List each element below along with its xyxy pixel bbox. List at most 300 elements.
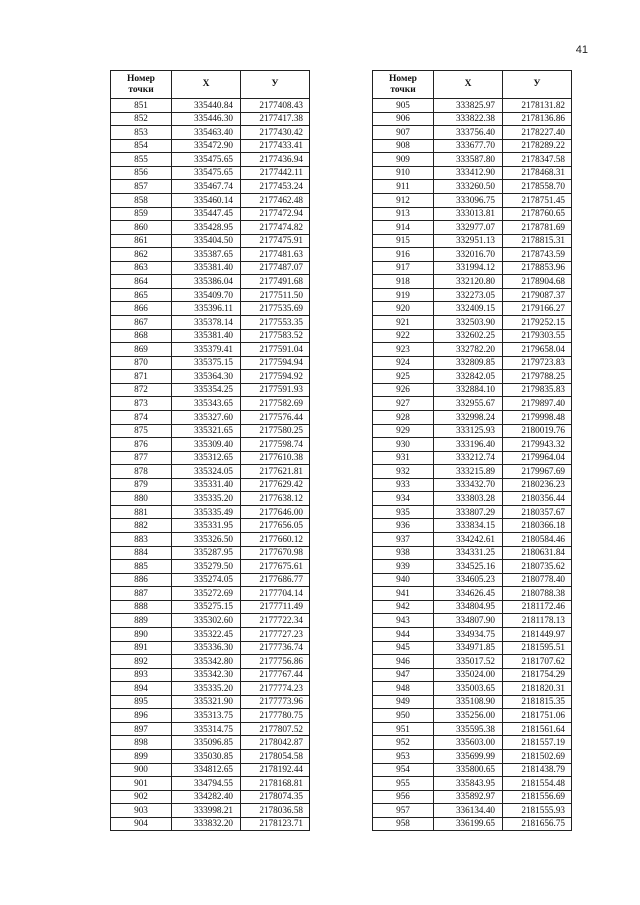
table-row [111, 438, 310, 452]
table-row [111, 546, 310, 560]
point-number-cell: 878 [111, 465, 172, 479]
point-number-cell: 948 [373, 682, 434, 696]
point-number-cell: 947 [373, 668, 434, 682]
y-coordinate-cell: 2177621.81 [241, 465, 310, 479]
table-row [111, 709, 310, 723]
point-number-cell: 915 [373, 234, 434, 248]
point-number-cell: 890 [111, 627, 172, 641]
x-coordinate-cell: 335475.65 [172, 166, 241, 180]
y-coordinate-cell: 2179658.04 [503, 343, 572, 357]
x-coordinate-cell: 335603.00 [434, 736, 503, 750]
point-number-cell: 913 [373, 207, 434, 221]
point-number-cell: 931 [373, 451, 434, 465]
point-number-cell: 863 [111, 261, 172, 275]
x-coordinate-cell: 335342.30 [172, 668, 241, 682]
point-number-cell: 854 [111, 139, 172, 153]
table-row [373, 478, 572, 492]
point-number-cell: 929 [373, 424, 434, 438]
x-coordinate-cell: 333834.15 [434, 519, 503, 533]
x-coordinate-cell: 332409.15 [434, 302, 503, 316]
x-coordinate-cell: 335335.49 [172, 505, 241, 519]
point-number-cell: 883 [111, 533, 172, 547]
x-coordinate-cell: 334971.85 [434, 641, 503, 655]
x-coordinate-cell: 335463.40 [172, 126, 241, 140]
point-number-cell: 860 [111, 221, 172, 235]
table-row [111, 668, 310, 682]
point-number-cell: 901 [111, 777, 172, 791]
table-row [373, 533, 572, 547]
y-coordinate-cell: 2180735.62 [503, 560, 572, 574]
point-number-cell: 875 [111, 424, 172, 438]
x-coordinate-cell: 335379.41 [172, 343, 241, 357]
coordinates-table-left [110, 70, 310, 831]
table-row [111, 343, 310, 357]
table-row [373, 763, 572, 777]
y-coordinate-cell: 2178054.58 [241, 750, 310, 764]
y-coordinate-cell: 2180236.23 [503, 478, 572, 492]
table-row [373, 193, 572, 207]
y-coordinate-cell: 2178131.82 [503, 99, 572, 113]
point-number-cell: 955 [373, 777, 434, 791]
table-row [373, 383, 572, 397]
table-row [111, 722, 310, 736]
x-coordinate-cell: 335287.95 [172, 546, 241, 560]
table-row [111, 478, 310, 492]
point-number-cell: 949 [373, 695, 434, 709]
y-coordinate-cell: 2179303.55 [503, 329, 572, 343]
x-coordinate-cell: 332884.10 [434, 383, 503, 397]
y-coordinate-cell: 2180356.44 [503, 492, 572, 506]
table-row [373, 329, 572, 343]
y-coordinate-cell: 2178853.96 [503, 261, 572, 275]
y-coordinate-cell: 2181172.46 [503, 600, 572, 614]
y-coordinate-cell: 2177462.48 [241, 193, 310, 207]
point-number-cell: 882 [111, 519, 172, 533]
x-coordinate-cell: 336199.65 [434, 817, 503, 831]
y-coordinate-cell: 2177442.11 [241, 166, 310, 180]
x-coordinate-cell: 332809.85 [434, 356, 503, 370]
point-number-cell: 866 [111, 302, 172, 316]
table-row [111, 370, 310, 384]
point-number-cell: 936 [373, 519, 434, 533]
table-row [373, 722, 572, 736]
y-coordinate-cell: 2177722.34 [241, 614, 310, 628]
y-coordinate-cell: 2177670.98 [241, 546, 310, 560]
x-coordinate-cell: 332977.07 [434, 221, 503, 235]
point-number-cell: 922 [373, 329, 434, 343]
table-row [373, 465, 572, 479]
x-coordinate-cell: 335381.40 [172, 329, 241, 343]
table-row [373, 492, 572, 506]
table-row [373, 370, 572, 384]
point-number-cell: 853 [111, 126, 172, 140]
table-row [373, 750, 572, 764]
x-coordinate-cell: 335327.60 [172, 410, 241, 424]
x-coordinate-cell: 332016.70 [434, 248, 503, 262]
point-number-cell: 865 [111, 288, 172, 302]
y-coordinate-cell: 2177780.75 [241, 709, 310, 723]
x-coordinate-cell: 335343.65 [172, 397, 241, 411]
y-coordinate-cell: 2177736.74 [241, 641, 310, 655]
x-coordinate-cell: 335274.05 [172, 573, 241, 587]
x-coordinate-cell: 335312.65 [172, 451, 241, 465]
x-coordinate-cell: 333587.80 [434, 153, 503, 167]
x-coordinate-cell: 336134.40 [434, 804, 503, 818]
x-coordinate-cell: 334804.95 [434, 600, 503, 614]
table-row [373, 139, 572, 153]
table-row [373, 99, 572, 113]
point-number-cell: 942 [373, 600, 434, 614]
table-row [373, 790, 572, 804]
y-coordinate-cell: 2181820.31 [503, 682, 572, 696]
table-row [373, 438, 572, 452]
y-coordinate-cell: 2181656.75 [503, 817, 572, 831]
x-coordinate-cell: 333196.40 [434, 438, 503, 452]
y-coordinate-cell: 2181557.19 [503, 736, 572, 750]
x-coordinate-cell: 335467.74 [172, 180, 241, 194]
x-coordinate-cell: 333013.81 [434, 207, 503, 221]
x-coordinate-cell: 335440.84 [172, 99, 241, 113]
y-coordinate-cell: 2178781.69 [503, 221, 572, 235]
table-row [373, 668, 572, 682]
x-coordinate-cell: 335096.85 [172, 736, 241, 750]
table-row [111, 655, 310, 669]
table-row [373, 275, 572, 289]
y-coordinate-cell: 2179835.83 [503, 383, 572, 397]
y-coordinate-cell: 2181815.35 [503, 695, 572, 709]
y-coordinate-cell: 2178074.35 [241, 790, 310, 804]
point-number-cell: 886 [111, 573, 172, 587]
y-coordinate-cell: 2179087.37 [503, 288, 572, 302]
y-coordinate-cell: 2180584.46 [503, 533, 572, 547]
point-number-cell: 892 [111, 655, 172, 669]
point-number-cell: 956 [373, 790, 434, 804]
y-coordinate-cell: 2179166.27 [503, 302, 572, 316]
x-coordinate-cell: 334626.45 [434, 587, 503, 601]
x-coordinate-cell: 333825.97 [434, 99, 503, 113]
header-point-line1: Номер [127, 73, 155, 84]
x-coordinate-cell: 333215.89 [434, 465, 503, 479]
y-coordinate-cell: 2177610.38 [241, 451, 310, 465]
table-row [373, 207, 572, 221]
point-number-cell: 902 [111, 790, 172, 804]
table-row [373, 777, 572, 791]
point-number-cell: 923 [373, 343, 434, 357]
x-coordinate-cell: 332998.24 [434, 410, 503, 424]
table-row [111, 736, 310, 750]
x-coordinate-cell: 334934.75 [434, 627, 503, 641]
table-row [373, 153, 572, 167]
x-coordinate-cell: 333832.20 [172, 817, 241, 831]
header-point-line2: точки [390, 84, 416, 95]
point-number-cell: 927 [373, 397, 434, 411]
table-row [111, 641, 310, 655]
x-coordinate-cell: 335342.80 [172, 655, 241, 669]
point-number-cell: 945 [373, 641, 434, 655]
y-coordinate-cell: 2181555.93 [503, 804, 572, 818]
y-coordinate-cell: 2178042.87 [241, 736, 310, 750]
x-coordinate-cell: 332782.20 [434, 343, 503, 357]
x-coordinate-cell: 335472.90 [172, 139, 241, 153]
table-row [373, 356, 572, 370]
point-number-cell: 939 [373, 560, 434, 574]
x-coordinate-cell: 335409.70 [172, 288, 241, 302]
table-row [373, 343, 572, 357]
y-coordinate-cell: 2181561.64 [503, 722, 572, 736]
x-coordinate-cell: 335302.60 [172, 614, 241, 628]
y-coordinate-cell: 2177576.44 [241, 410, 310, 424]
table-row [373, 302, 572, 316]
header-x: X [434, 71, 503, 99]
y-coordinate-cell: 2179967.69 [503, 465, 572, 479]
table-row [373, 180, 572, 194]
y-coordinate-cell: 2177553.35 [241, 316, 310, 330]
point-number-cell: 867 [111, 316, 172, 330]
y-coordinate-cell: 2178468.31 [503, 166, 572, 180]
point-number-cell: 876 [111, 438, 172, 452]
point-number-cell: 885 [111, 560, 172, 574]
x-coordinate-cell: 335313.75 [172, 709, 241, 723]
point-number-cell: 905 [373, 99, 434, 113]
point-number-cell: 855 [111, 153, 172, 167]
point-number-cell: 881 [111, 505, 172, 519]
point-number-cell: 857 [111, 180, 172, 194]
table-row [111, 465, 310, 479]
x-coordinate-cell: 335336.30 [172, 641, 241, 655]
x-coordinate-cell: 335314.75 [172, 722, 241, 736]
header-x: X [172, 71, 241, 99]
header-point-number [373, 71, 434, 99]
point-number-cell: 950 [373, 709, 434, 723]
y-coordinate-cell: 2179943.32 [503, 438, 572, 452]
point-number-cell: 861 [111, 234, 172, 248]
header-y: У [241, 71, 310, 99]
y-coordinate-cell: 2177594.94 [241, 356, 310, 370]
table-row [111, 329, 310, 343]
x-coordinate-cell: 335108.90 [434, 695, 503, 709]
table-row [111, 397, 310, 411]
x-coordinate-cell: 335326.50 [172, 533, 241, 547]
point-number-cell: 910 [373, 166, 434, 180]
y-coordinate-cell: 2179723.83 [503, 356, 572, 370]
x-coordinate-cell: 334605.23 [434, 573, 503, 587]
y-coordinate-cell: 2177594.92 [241, 370, 310, 384]
table-row [111, 99, 310, 113]
y-coordinate-cell: 2177591.04 [241, 343, 310, 357]
y-coordinate-cell: 2177481.63 [241, 248, 310, 262]
x-coordinate-cell: 335354.25 [172, 383, 241, 397]
x-coordinate-cell: 333756.40 [434, 126, 503, 140]
point-number-cell: 937 [373, 533, 434, 547]
x-coordinate-cell: 333412.90 [434, 166, 503, 180]
x-coordinate-cell: 334812.65 [172, 763, 241, 777]
table-row [111, 288, 310, 302]
point-number-cell: 917 [373, 261, 434, 275]
y-coordinate-cell: 2177433.41 [241, 139, 310, 153]
point-number-cell: 871 [111, 370, 172, 384]
x-coordinate-cell: 333803.28 [434, 492, 503, 506]
x-coordinate-cell: 335322.45 [172, 627, 241, 641]
table-row [373, 261, 572, 275]
x-coordinate-cell: 332951.13 [434, 234, 503, 248]
point-number-cell: 920 [373, 302, 434, 316]
x-coordinate-cell: 335447.45 [172, 207, 241, 221]
y-coordinate-cell: 2180778.40 [503, 573, 572, 587]
y-coordinate-cell: 2179252.15 [503, 316, 572, 330]
point-number-cell: 958 [373, 817, 434, 831]
x-coordinate-cell: 335446.30 [172, 112, 241, 126]
header-point-number [111, 71, 172, 99]
table-row [111, 451, 310, 465]
point-number-cell: 911 [373, 180, 434, 194]
table-row [111, 356, 310, 370]
x-coordinate-cell: 334331.25 [434, 546, 503, 560]
y-coordinate-cell: 2177675.61 [241, 560, 310, 574]
table-row [111, 600, 310, 614]
table-row [373, 546, 572, 560]
x-coordinate-cell: 335364.30 [172, 370, 241, 384]
y-coordinate-cell: 2181554.48 [503, 777, 572, 791]
x-coordinate-cell: 334525.16 [434, 560, 503, 574]
x-coordinate-cell: 335321.65 [172, 424, 241, 438]
x-coordinate-cell: 332120.80 [434, 275, 503, 289]
point-number-cell: 914 [373, 221, 434, 235]
y-coordinate-cell: 2177656.05 [241, 519, 310, 533]
table-row [111, 410, 310, 424]
y-coordinate-cell: 2177472.94 [241, 207, 310, 221]
y-coordinate-cell: 2178347.58 [503, 153, 572, 167]
y-coordinate-cell: 2177580.25 [241, 424, 310, 438]
x-coordinate-cell: 332955.67 [434, 397, 503, 411]
point-number-cell: 943 [373, 614, 434, 628]
table-row [373, 316, 572, 330]
point-number-cell: 856 [111, 166, 172, 180]
x-coordinate-cell: 334242.61 [434, 533, 503, 547]
table-row [373, 505, 572, 519]
y-coordinate-cell: 2181502.69 [503, 750, 572, 764]
x-coordinate-cell: 334794.55 [172, 777, 241, 791]
x-coordinate-cell: 335381.40 [172, 261, 241, 275]
x-coordinate-cell: 335017.52 [434, 655, 503, 669]
x-coordinate-cell: 335024.00 [434, 668, 503, 682]
y-coordinate-cell: 2178289.22 [503, 139, 572, 153]
table-row [373, 709, 572, 723]
point-number-cell: 874 [111, 410, 172, 424]
point-number-cell: 938 [373, 546, 434, 560]
y-coordinate-cell: 2177660.12 [241, 533, 310, 547]
table-row [111, 790, 310, 804]
page-number: 41 [575, 44, 588, 56]
table-row [111, 383, 310, 397]
y-coordinate-cell: 2178815.31 [503, 234, 572, 248]
table-row [373, 587, 572, 601]
y-coordinate-cell: 2180019.76 [503, 424, 572, 438]
table-row [373, 519, 572, 533]
table-row [111, 139, 310, 153]
y-coordinate-cell: 2177773.96 [241, 695, 310, 709]
x-coordinate-cell: 335256.00 [434, 709, 503, 723]
table-row [111, 221, 310, 235]
table-row [373, 451, 572, 465]
y-coordinate-cell: 2177774.23 [241, 682, 310, 696]
point-number-cell: 930 [373, 438, 434, 452]
table-row [111, 275, 310, 289]
table-row [373, 560, 572, 574]
y-coordinate-cell: 2177727.23 [241, 627, 310, 641]
table-row [111, 614, 310, 628]
point-number-cell: 870 [111, 356, 172, 370]
point-number-cell: 906 [373, 112, 434, 126]
point-number-cell: 869 [111, 343, 172, 357]
table-row [111, 505, 310, 519]
point-number-cell: 916 [373, 248, 434, 262]
point-number-cell: 893 [111, 668, 172, 682]
table-row [111, 166, 310, 180]
x-coordinate-cell: 333822.38 [434, 112, 503, 126]
point-number-cell: 933 [373, 478, 434, 492]
point-number-cell: 859 [111, 207, 172, 221]
x-coordinate-cell: 335335.20 [172, 682, 241, 696]
y-coordinate-cell: 2179964.04 [503, 451, 572, 465]
point-number-cell: 909 [373, 153, 434, 167]
table-row [111, 126, 310, 140]
y-coordinate-cell: 2177582.69 [241, 397, 310, 411]
x-coordinate-cell: 332273.05 [434, 288, 503, 302]
x-coordinate-cell: 335387.65 [172, 248, 241, 262]
y-coordinate-cell: 2178168.81 [241, 777, 310, 791]
point-number-cell: 864 [111, 275, 172, 289]
x-coordinate-cell: 335321.90 [172, 695, 241, 709]
point-number-cell: 907 [373, 126, 434, 140]
table-row [111, 492, 310, 506]
table-row [111, 153, 310, 167]
point-number-cell: 925 [373, 370, 434, 384]
point-number-cell: 888 [111, 600, 172, 614]
table-header-row [373, 71, 572, 99]
table-row [111, 695, 310, 709]
y-coordinate-cell: 2177408.43 [241, 99, 310, 113]
point-number-cell: 868 [111, 329, 172, 343]
y-coordinate-cell: 2178192.44 [241, 763, 310, 777]
table-row [373, 641, 572, 655]
table-row [373, 248, 572, 262]
x-coordinate-cell: 333677.70 [434, 139, 503, 153]
y-coordinate-cell: 2178227.40 [503, 126, 572, 140]
table-row [373, 112, 572, 126]
point-number-cell: 891 [111, 641, 172, 655]
point-number-cell: 924 [373, 356, 434, 370]
point-number-cell: 877 [111, 451, 172, 465]
table-row [111, 587, 310, 601]
table-row [111, 180, 310, 194]
table-row [373, 817, 572, 831]
x-coordinate-cell: 333807.29 [434, 505, 503, 519]
point-number-cell: 900 [111, 763, 172, 777]
point-number-cell: 928 [373, 410, 434, 424]
x-coordinate-cell: 335275.15 [172, 600, 241, 614]
y-coordinate-cell: 2177686.77 [241, 573, 310, 587]
table-row [111, 804, 310, 818]
y-coordinate-cell: 2177767.44 [241, 668, 310, 682]
x-coordinate-cell: 335800.65 [434, 763, 503, 777]
point-number-cell: 934 [373, 492, 434, 506]
x-coordinate-cell: 335003.65 [434, 682, 503, 696]
x-coordinate-cell: 335331.95 [172, 519, 241, 533]
x-coordinate-cell: 333432.70 [434, 478, 503, 492]
x-coordinate-cell: 335460.14 [172, 193, 241, 207]
y-coordinate-cell: 2177511.50 [241, 288, 310, 302]
y-coordinate-cell: 2177453.24 [241, 180, 310, 194]
